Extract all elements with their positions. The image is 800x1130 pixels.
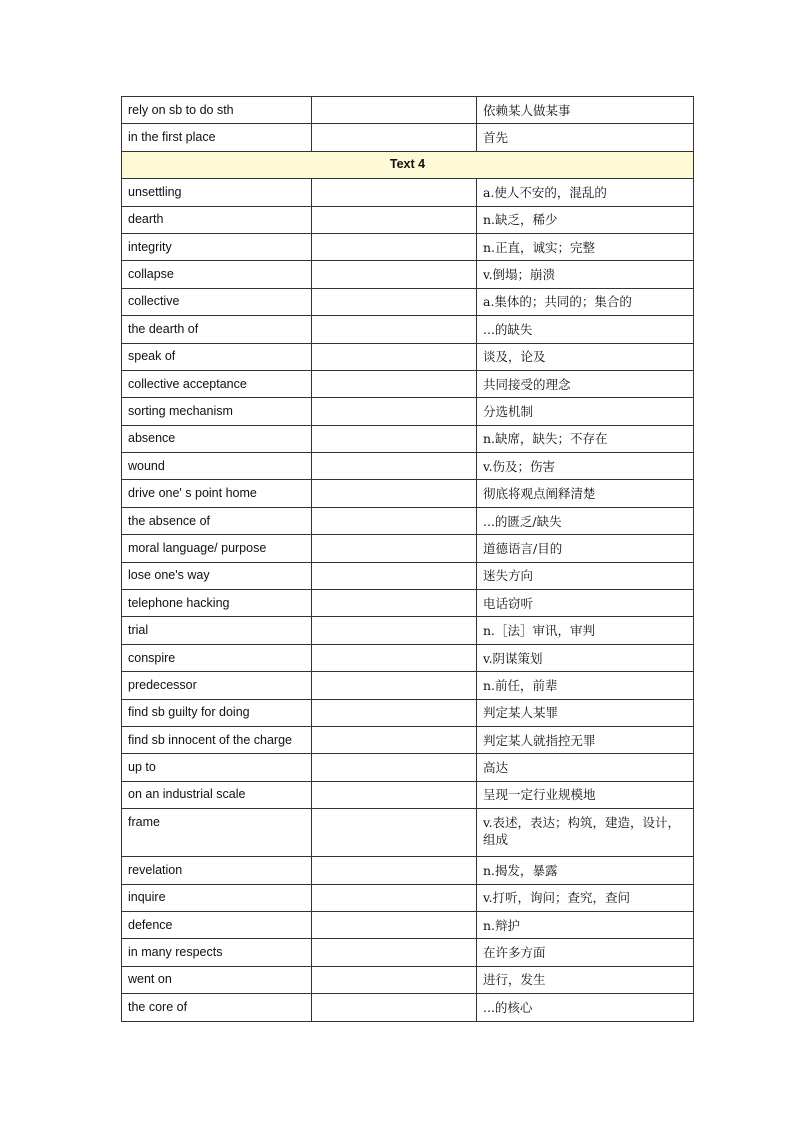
english-term: collective acceptance [122, 370, 312, 397]
blank-cell [312, 370, 477, 397]
english-term: frame [122, 809, 312, 857]
blank-cell [312, 398, 477, 425]
table-row [122, 644, 694, 671]
table-row [122, 206, 694, 233]
table-row [122, 809, 694, 857]
blank-cell [312, 453, 477, 480]
table-row [122, 857, 694, 884]
blank-cell [312, 124, 477, 151]
blank-cell [312, 699, 477, 726]
blank-cell [312, 316, 477, 343]
chinese-meaning: v.阴谋策划 [477, 644, 694, 671]
table-body-main [122, 179, 694, 1021]
blank-cell [312, 939, 477, 966]
english-term: rely on sb to do sth [122, 97, 312, 124]
blank-cell [312, 562, 477, 589]
chinese-meaning: 依赖某人做某事 [477, 97, 694, 124]
table-row [122, 480, 694, 507]
blank-cell [312, 857, 477, 884]
english-term: dearth [122, 206, 312, 233]
chinese-meaning: n.前任，前辈 [477, 672, 694, 699]
english-term: find sb guilty for doing [122, 699, 312, 726]
blank-cell [312, 911, 477, 938]
chinese-meaning: v.倒塌；崩溃 [477, 261, 694, 288]
table-row [122, 726, 694, 753]
blank-cell [312, 507, 477, 534]
table-row [122, 507, 694, 534]
blank-cell [312, 480, 477, 507]
chinese-meaning: 道德语言/目的 [477, 535, 694, 562]
table-row [122, 97, 694, 124]
chinese-meaning: 首先 [477, 124, 694, 151]
chinese-meaning: 进行，发生 [477, 966, 694, 993]
table-row [122, 124, 694, 151]
table-row [122, 884, 694, 911]
blank-cell [312, 726, 477, 753]
blank-cell [312, 644, 477, 671]
chinese-meaning: 判定某人某罪 [477, 699, 694, 726]
blank-cell [312, 233, 477, 260]
table-body-top [122, 97, 694, 152]
english-term: drive one' s point home [122, 480, 312, 507]
english-term: collapse [122, 261, 312, 288]
chinese-meaning: 迷失方向 [477, 562, 694, 589]
blank-cell [312, 425, 477, 452]
chinese-meaning: 高达 [477, 754, 694, 781]
chinese-meaning: v.伤及；伤害 [477, 453, 694, 480]
table-row [122, 535, 694, 562]
chinese-meaning: n.揭发，暴露 [477, 857, 694, 884]
chinese-meaning: v.打听，询问；查究，查问 [477, 884, 694, 911]
section-header-body [122, 151, 694, 178]
table-row [122, 590, 694, 617]
chinese-meaning: v.表述，表达；构筑，建造，设计，组成 [477, 809, 694, 857]
chinese-meaning: 共同接受的理念 [477, 370, 694, 397]
blank-cell [312, 809, 477, 857]
blank-cell [312, 97, 477, 124]
blank-cell [312, 535, 477, 562]
chinese-meaning: 在许多方面 [477, 939, 694, 966]
blank-cell [312, 206, 477, 233]
english-term: the core of [122, 994, 312, 1021]
chinese-meaning: n.正直，诚实；完整 [477, 233, 694, 260]
blank-cell [312, 672, 477, 699]
chinese-meaning: n.缺乏，稀少 [477, 206, 694, 233]
table-row [122, 343, 694, 370]
english-term: speak of [122, 343, 312, 370]
table-row [122, 939, 694, 966]
chinese-meaning: a.使人不安的，混乱的 [477, 179, 694, 206]
blank-cell [312, 884, 477, 911]
table-row [122, 425, 694, 452]
chinese-meaning: a.集体的；共同的；集合的 [477, 288, 694, 315]
english-term: telephone hacking [122, 590, 312, 617]
table-row [122, 370, 694, 397]
section-title: Text 4 [122, 151, 694, 178]
blank-cell [312, 590, 477, 617]
chinese-meaning: n.辩护 [477, 911, 694, 938]
english-term: lose one's way [122, 562, 312, 589]
english-term: sorting mechanism [122, 398, 312, 425]
blank-cell [312, 261, 477, 288]
table-row [122, 288, 694, 315]
english-term: revelation [122, 857, 312, 884]
english-term: trial [122, 617, 312, 644]
chinese-meaning: 谈及，论及 [477, 343, 694, 370]
table-row [122, 994, 694, 1021]
chinese-meaning: n.缺席，缺失；不存在 [477, 425, 694, 452]
chinese-meaning: 呈现一定行业规模地 [477, 781, 694, 808]
blank-cell [312, 288, 477, 315]
chinese-meaning: ...的匮乏/缺失 [477, 507, 694, 534]
table-row [122, 179, 694, 206]
table-row [122, 261, 694, 288]
table-row [122, 316, 694, 343]
english-term: on an industrial scale [122, 781, 312, 808]
chinese-meaning: 彻底将观点阐释清楚 [477, 480, 694, 507]
blank-cell [312, 343, 477, 370]
chinese-meaning: 判定某人就指控无罪 [477, 726, 694, 753]
section-header-row [122, 151, 694, 178]
table-row [122, 966, 694, 993]
table-row [122, 562, 694, 589]
blank-cell [312, 966, 477, 993]
table-row [122, 398, 694, 425]
chinese-meaning: ...的核心 [477, 994, 694, 1021]
chinese-meaning: 电话窃听 [477, 590, 694, 617]
blank-cell [312, 994, 477, 1021]
blank-cell [312, 754, 477, 781]
table-row [122, 672, 694, 699]
table-row [122, 453, 694, 480]
chinese-meaning: n.［法］审讯，审判 [477, 617, 694, 644]
table-row [122, 699, 694, 726]
table-row [122, 617, 694, 644]
english-term: went on [122, 966, 312, 993]
english-term: wound [122, 453, 312, 480]
english-term: collective [122, 288, 312, 315]
table-row [122, 781, 694, 808]
english-term: the dearth of [122, 316, 312, 343]
english-term: in many respects [122, 939, 312, 966]
english-term: find sb innocent of the charge [122, 726, 312, 753]
blank-cell [312, 617, 477, 644]
english-term: up to [122, 754, 312, 781]
english-term: the absence of [122, 507, 312, 534]
english-term: inquire [122, 884, 312, 911]
table-row [122, 233, 694, 260]
english-term: integrity [122, 233, 312, 260]
blank-cell [312, 781, 477, 808]
english-term: in the first place [122, 124, 312, 151]
blank-cell [312, 179, 477, 206]
table-row [122, 754, 694, 781]
english-term: moral language/ purpose [122, 535, 312, 562]
table-row [122, 911, 694, 938]
english-term: conspire [122, 644, 312, 671]
chinese-meaning: 分选机制 [477, 398, 694, 425]
english-term: absence [122, 425, 312, 452]
vocabulary-table [121, 96, 694, 1022]
english-term: predecessor [122, 672, 312, 699]
chinese-meaning: ...的缺失 [477, 316, 694, 343]
english-term: defence [122, 911, 312, 938]
english-term: unsettling [122, 179, 312, 206]
